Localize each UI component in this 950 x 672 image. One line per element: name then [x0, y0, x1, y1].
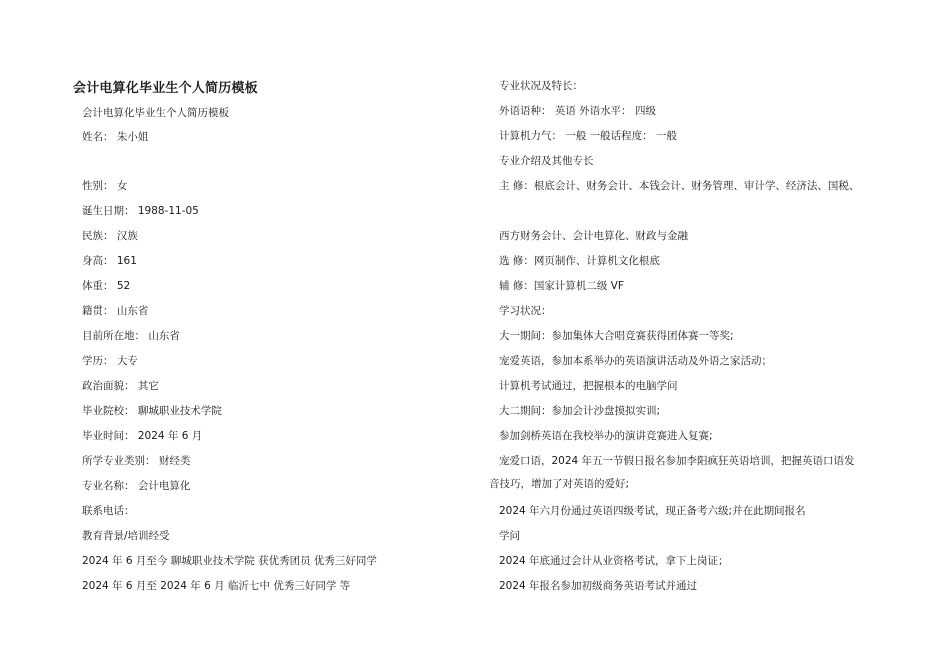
right-line-study-3: 计算机考试通过，把握根本的电脑学问 — [499, 380, 678, 392]
right-line-study-9: 2024 年报名参加初级商务英语考试并通过 — [499, 580, 698, 592]
left-line-birthdate: 诞生日期： 1988-11-05 — [82, 205, 199, 217]
left-line-major-category: 所学专业类别： 财经类 — [82, 455, 191, 467]
left-line-major-name: 专业名称： 会计电算化 — [82, 480, 191, 492]
left-line-weight: 体重： 52 — [82, 280, 131, 292]
left-line-graduation-date: 毕业时间： 2024 年 6 月 — [82, 430, 203, 442]
right-line-study-8: 2024 年底通过会计从业资格考试，拿下上岗证； — [499, 555, 729, 567]
right-line-core-courses: 主 修：根底会计、财务会计、本钱会计、财务管理、审计学、经济法、国税、 — [499, 180, 860, 192]
left-line-native-place: 籍贯： 山东省 — [82, 305, 149, 317]
right-line-minor: 辅 修：国家计算机二级 VF — [499, 280, 624, 292]
left-line-education-background-heading: 教育背景/培训经受 — [82, 530, 170, 542]
right-line-foreign-language: 外语语种： 英语 外语水平： 四级 — [499, 105, 657, 117]
left-line-subtitle: 会计电算化毕业生个人简历模板 — [82, 107, 229, 119]
right-line-study-2: 宠爱英语，参加本系举办的英语演讲活动及外语之家活动； — [499, 355, 772, 367]
left-line-political-status: 政治面貌： 其它 — [82, 380, 159, 392]
right-line-study-5: 参加剑桥英语在我校举办的演讲竞赛进入复赛; — [499, 430, 713, 442]
right-line-electives: 选 修：网页制作、计算机文化根底 — [499, 255, 660, 267]
right-line-major-intro-heading: 专业介绍及其他专长 — [499, 155, 594, 167]
right-line-specialty-heading: 专业状况及特长： — [499, 80, 583, 92]
left-line-current-location: 目前所在地： 山东省 — [82, 330, 180, 342]
left-line-school: 毕业院校： 聊城职业技术学院 — [82, 405, 222, 417]
left-line-gender: 性别： 女 — [82, 180, 128, 192]
left-line-education: 学历： 大专 — [82, 355, 138, 367]
right-line-computer-skill: 计算机力气： 一般 一般话程度： 一般 — [499, 130, 678, 142]
right-line-study-6-cont: 音技巧，增加了对英语的爱好; — [489, 478, 630, 490]
right-line-study-6: 宠爱口语，2024 年五一节假日报名参加李阳疯狂英语培训，把握英语口语发 — [499, 455, 855, 467]
left-line-ethnicity: 民族： 汉族 — [82, 230, 138, 242]
left-line-height: 身高： 161 — [82, 255, 137, 267]
right-line-core-courses-cont: 西方财务会计、会计电算化、财政与金融 — [499, 230, 688, 242]
right-line-study-heading: 学习状况： — [499, 305, 552, 317]
right-line-study-4: 大二期间：参加会计沙盘摸拟实训; — [499, 405, 661, 417]
left-line-education-entry-1: 2024 年 6 月至今 聊城职业技术学院 获优秀团员 优秀三好同学 — [82, 555, 377, 567]
right-line-study-7-cont: 学问 — [499, 530, 520, 542]
right-line-study-1: 大一期间：参加集体大合唱竞赛获得团体赛一等奖; — [499, 330, 734, 342]
right-line-study-7: 2024 年六月份通过英语四级考试，现正备考六级;并在此期间报名 — [499, 505, 806, 517]
document-title: 会计电算化毕业生个人简历模板 — [73, 81, 258, 96]
left-line-education-entry-2: 2024 年 6 月至 2024 年 6 月 临沂七中 优秀三好同学 等 — [82, 580, 351, 592]
left-line-name: 姓名： 朱小姐 — [82, 131, 149, 143]
left-line-phone: 联系电话： — [82, 505, 135, 517]
